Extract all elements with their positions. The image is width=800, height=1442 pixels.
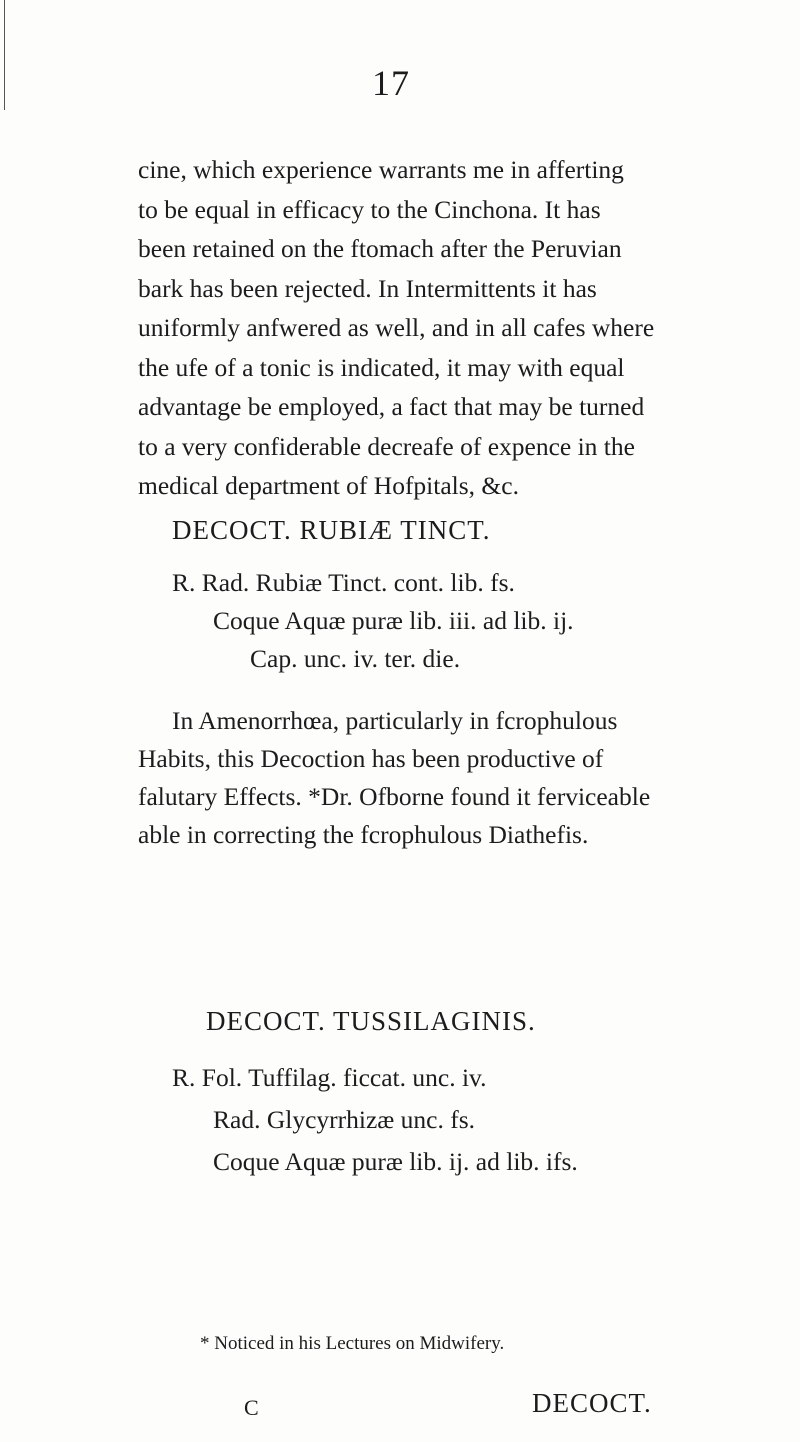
signature-mark: C — [244, 1395, 259, 1420]
paragraph-line: to a very confiderable decreafe of expence in the — [138, 431, 635, 461]
paragraph-1 — [138, 150, 778, 506]
recipe-line: Coque Aquæ puræ lib. iii. ad lib. ij. — [213, 606, 574, 635]
paragraph-line: advantage be employed, a fact that may be turned — [138, 392, 645, 421]
paragraph-line: to be equal in efficacy to the Cinchona. It has — [138, 194, 601, 224]
paragraph-2 — [138, 702, 778, 854]
recipe-line: Cap. unc. iv. ter. die. — [250, 644, 461, 673]
catchword: DECOCT. — [532, 1388, 652, 1418]
page-number: 17 — [372, 63, 410, 103]
paragraph-line: medical department of Hofpitals, &c. — [138, 471, 519, 500]
paragraph-line: been retained on the ftomach after the Peruvian — [138, 234, 622, 263]
paragraph-line: uniformly anfwered as well, and in all cafes where — [138, 313, 655, 342]
paragraph-line: Habits, this Decoction has been productive of — [138, 744, 604, 773]
paragraph-line: cine, which experience warrants me in afferting — [138, 155, 624, 184]
recipe-line: R. Rad. Rubiæ Tinct. cont. lib. fs. — [172, 568, 515, 597]
recipe-line: R. Fol. Tuffilag. ficcat. unc. iv. — [172, 1063, 487, 1092]
paragraph-line: In Amenorrhœa, particularly in fcrophulous — [172, 706, 618, 735]
paragraph-line: falutary Effects. *Dr. Ofborne found it ferviceable — [138, 782, 651, 811]
paragraph-line: bark has been rejected. In Intermittents it has — [138, 273, 597, 303]
page-edge-line — [4, 0, 5, 110]
recipe-line: Coque Aquæ puræ lib. ij. ad lib. ifs. — [213, 1147, 578, 1176]
recipe-line: Rad. Glycyrrhizæ unc. fs. — [213, 1105, 476, 1134]
paragraph-line: the ufe of a tonic is indicated, it may with equal — [138, 352, 625, 382]
heading-decoct-rubiae: DECOCT. RUBIÆ TINCT. — [172, 515, 491, 545]
paragraph-line: able in correcting the fcrophulous Diathefis. — [138, 820, 589, 849]
footnote: * Noticed in his Lectures on Midwifery. — [200, 1333, 505, 1354]
heading-decoct-tussilaginis: DECOCT. TUSSILAGINIS. — [206, 1006, 536, 1036]
